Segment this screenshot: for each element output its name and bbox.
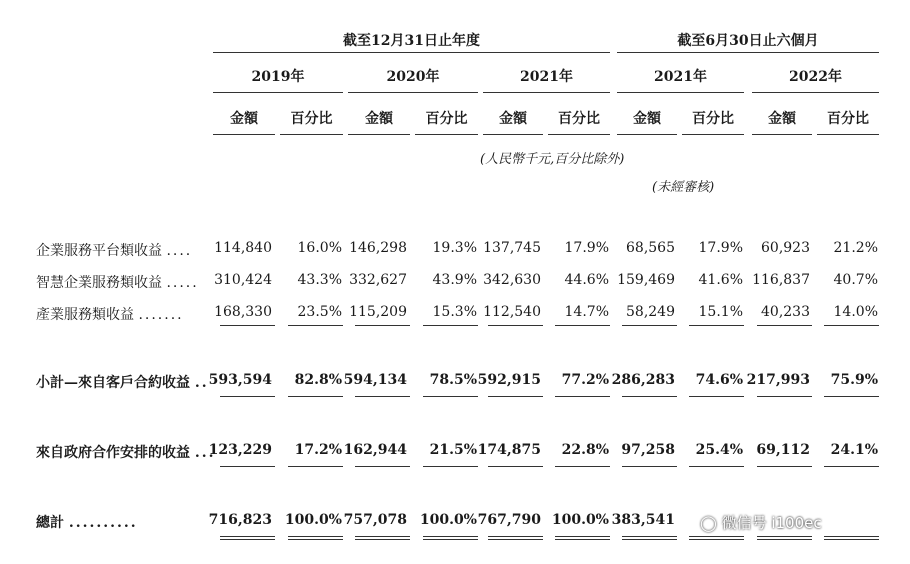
cell-value: 100.0% bbox=[284, 512, 342, 528]
percent-header: 百分比 bbox=[425, 111, 468, 127]
cell-value: 77.2% bbox=[561, 372, 609, 388]
rule bbox=[423, 396, 478, 397]
amount-header: 金額 bbox=[230, 111, 258, 127]
cell-value: 58,249 bbox=[626, 304, 675, 320]
cell-value: 332,627 bbox=[349, 272, 407, 288]
cell-value: 74.6% bbox=[695, 372, 743, 388]
sub-rule bbox=[548, 134, 610, 135]
double-rule bbox=[622, 539, 677, 540]
watermark: ◯ 微信号 i100ec bbox=[700, 514, 822, 532]
subtotal-rule bbox=[689, 325, 744, 326]
double-rule bbox=[824, 539, 879, 540]
cell-value: 14.7% bbox=[564, 304, 609, 320]
cell-value: 75.9% bbox=[830, 372, 878, 388]
subtotal-rule bbox=[622, 325, 677, 326]
total-rule bbox=[824, 466, 879, 467]
percent-header: 百分比 bbox=[290, 111, 333, 127]
subtotal-rule bbox=[488, 325, 543, 326]
subtotal-rule bbox=[757, 325, 812, 326]
unaudited-note: (未經審核) bbox=[652, 180, 715, 195]
cell-value: 60,923 bbox=[761, 240, 810, 256]
percent-header: 百分比 bbox=[827, 111, 869, 127]
cell-value: 115,209 bbox=[349, 304, 407, 320]
cell-value: 15.1% bbox=[698, 304, 743, 320]
year-rule bbox=[752, 92, 879, 93]
sub-rule bbox=[348, 134, 410, 135]
cell-value: 21.2% bbox=[833, 240, 878, 256]
unit-note: (人民幣千元,百分比除外) bbox=[480, 152, 625, 167]
cell-value: 40,233 bbox=[761, 304, 810, 320]
cell-value: 767,790 bbox=[477, 512, 541, 528]
double-rule bbox=[488, 536, 543, 537]
rule bbox=[220, 396, 275, 397]
cell-value: 112,540 bbox=[483, 304, 541, 320]
rule bbox=[488, 396, 543, 397]
subtotal-rule bbox=[824, 325, 879, 326]
cell-value: 168,330 bbox=[214, 304, 272, 320]
cell-value: 15.3% bbox=[432, 304, 477, 320]
cell-value: 286,283 bbox=[611, 372, 675, 388]
sub-rule bbox=[617, 134, 677, 135]
group-header-fy: 截至12月31日止年度 bbox=[343, 33, 480, 49]
double-rule bbox=[824, 536, 879, 537]
row-label: 小計—來自客戶合約收益 .. bbox=[36, 375, 209, 391]
cell-value: 123,229 bbox=[208, 442, 272, 458]
cell-value: 217,993 bbox=[746, 372, 810, 388]
double-rule bbox=[555, 536, 610, 537]
total-rule bbox=[488, 466, 543, 467]
cell-value: 146,298 bbox=[349, 240, 407, 256]
year-header-2022-6m: 2022年 bbox=[789, 69, 842, 85]
cell-value: 716,823 bbox=[208, 512, 272, 528]
total-rule bbox=[689, 466, 744, 467]
total-rule bbox=[423, 466, 478, 467]
year-rule bbox=[483, 92, 610, 93]
double-rule bbox=[488, 539, 543, 540]
cell-value: 592,915 bbox=[477, 372, 541, 388]
double-rule bbox=[288, 539, 343, 540]
double-rule bbox=[689, 539, 744, 540]
double-rule bbox=[288, 536, 343, 537]
total-rule bbox=[220, 466, 275, 467]
cell-value: 342,630 bbox=[483, 272, 541, 288]
cell-value: 17.9% bbox=[698, 240, 743, 256]
sub-rule bbox=[415, 134, 478, 135]
row-label: 總計 .......... bbox=[36, 515, 138, 531]
total-rule bbox=[288, 466, 343, 467]
cell-value: 159,469 bbox=[617, 272, 675, 288]
year-header-2021-6m: 2021年 bbox=[654, 69, 707, 85]
double-rule bbox=[220, 539, 275, 540]
cell-value: 757,078 bbox=[343, 512, 407, 528]
total-rule bbox=[355, 466, 410, 467]
double-rule bbox=[689, 536, 744, 537]
cell-value: 114,840 bbox=[214, 240, 272, 256]
cell-value: 25.4% bbox=[695, 442, 743, 458]
sub-rule bbox=[817, 134, 879, 135]
wechat-icon: ◯ bbox=[700, 514, 717, 532]
rule bbox=[555, 396, 610, 397]
amount-header: 金額 bbox=[633, 111, 661, 127]
cell-value: 78.5% bbox=[429, 372, 477, 388]
year-header-2021: 2021年 bbox=[520, 69, 573, 85]
cell-value: 21.5% bbox=[429, 442, 477, 458]
year-rule bbox=[213, 92, 343, 93]
group-header-fy-rule bbox=[213, 52, 610, 53]
cell-value: 82.8% bbox=[294, 372, 342, 388]
double-rule bbox=[355, 539, 410, 540]
cell-value: 44.6% bbox=[564, 272, 609, 288]
rule bbox=[622, 396, 677, 397]
cell-value: 23.5% bbox=[297, 304, 342, 320]
rule bbox=[689, 396, 744, 397]
double-rule bbox=[423, 536, 478, 537]
cell-value: 137,745 bbox=[483, 240, 541, 256]
cell-value: 14.0% bbox=[833, 304, 878, 320]
subtotal-rule bbox=[555, 325, 610, 326]
amount-header: 金額 bbox=[365, 111, 393, 127]
cell-value: 174,875 bbox=[477, 442, 541, 458]
sub-rule bbox=[752, 134, 812, 135]
rule bbox=[288, 396, 343, 397]
sub-rule bbox=[682, 134, 744, 135]
double-rule bbox=[220, 536, 275, 537]
amount-header: 金額 bbox=[768, 111, 796, 127]
cell-value: 100.0% bbox=[551, 512, 609, 528]
sub-rule bbox=[280, 134, 343, 135]
percent-header: 百分比 bbox=[558, 111, 600, 127]
cell-value: 594,134 bbox=[343, 372, 407, 388]
cell-value: 16.0% bbox=[297, 240, 342, 256]
cell-value: 41.6% bbox=[698, 272, 743, 288]
cell-value: 17.9% bbox=[564, 240, 609, 256]
year-header-2019: 2019年 bbox=[251, 69, 305, 85]
sub-rule bbox=[213, 134, 275, 135]
cell-value: 162,944 bbox=[343, 442, 407, 458]
subtotal-rule bbox=[355, 325, 410, 326]
double-rule bbox=[757, 539, 812, 540]
subtotal-rule bbox=[423, 325, 478, 326]
double-rule bbox=[622, 536, 677, 537]
percent-header: 百分比 bbox=[692, 111, 734, 127]
row-label: 企業服務平台類收益 .... bbox=[36, 243, 193, 259]
sub-rule bbox=[483, 134, 543, 135]
double-rule bbox=[423, 539, 478, 540]
rule bbox=[757, 396, 812, 397]
cell-value: 97,258 bbox=[621, 442, 675, 458]
total-rule bbox=[622, 466, 677, 467]
cell-value: 19.3% bbox=[432, 240, 477, 256]
total-rule bbox=[555, 466, 610, 467]
double-rule bbox=[555, 539, 610, 540]
cell-value: 17.2% bbox=[294, 442, 342, 458]
cell-value: 100.0% bbox=[419, 512, 477, 528]
cell-value: 22.8% bbox=[561, 442, 609, 458]
cell-value: 43.3% bbox=[297, 272, 342, 288]
total-rule bbox=[757, 466, 812, 467]
row-label: 產業服務類收益 ....... bbox=[36, 307, 184, 323]
amount-header: 金額 bbox=[499, 111, 527, 127]
year-header-2020: 2020年 bbox=[386, 69, 440, 85]
rule bbox=[824, 396, 879, 397]
cell-value: 593,594 bbox=[208, 372, 272, 388]
cell-value: 310,424 bbox=[214, 272, 272, 288]
cell-value: 69,112 bbox=[756, 442, 810, 458]
subtotal-rule bbox=[220, 325, 275, 326]
cell-value: 383,541 bbox=[611, 512, 675, 528]
year-rule bbox=[617, 92, 744, 93]
cell-value: 116,837 bbox=[752, 272, 810, 288]
cell-value: 43.9% bbox=[432, 272, 477, 288]
row-label: 智慧企業服務類收益 ..... bbox=[36, 275, 199, 291]
group-header-6m-rule bbox=[617, 52, 879, 53]
cell-value: 40.7% bbox=[833, 272, 878, 288]
group-header-6m: 截至6月30日止六個月 bbox=[677, 33, 819, 49]
subtotal-rule bbox=[288, 325, 343, 326]
cell-value: 68,565 bbox=[626, 240, 675, 256]
cell-value: 24.1% bbox=[830, 442, 878, 458]
double-rule bbox=[757, 536, 812, 537]
double-rule bbox=[355, 536, 410, 537]
rule bbox=[355, 396, 410, 397]
row-label: 來自政府合作安排的收益 ... bbox=[36, 445, 216, 461]
year-rule bbox=[348, 92, 478, 93]
